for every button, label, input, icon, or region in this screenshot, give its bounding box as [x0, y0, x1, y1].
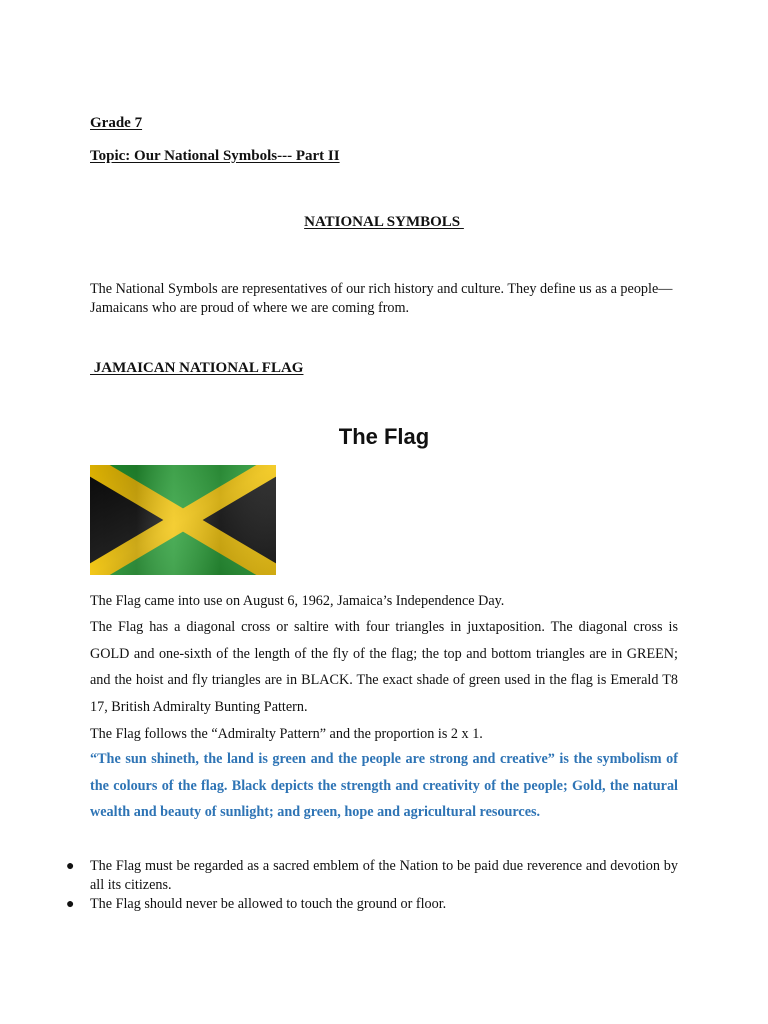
- flag-paragraph-description: The Flag has a diagonal cross or saltire with four triangles in juxtaposition. The diagonal cross is GOLD and one-sixth of the length of the fly of the flag; the top and bottom triangles are in GREEN; and the hoist and fly triangles are in BLACK. The exact shade of green used in the flag is Emerald T8 17, British Admiralty Bunting Pattern.: [90, 619, 678, 716]
- flag-title: The Flag: [338, 424, 430, 449]
- jamaican-flag-image: [90, 465, 276, 575]
- list-item-text: The Flag must be regarded as a sacred emblem of the Nation to be paid due reverence and devotion by all its citizens.: [90, 858, 678, 893]
- bullet-icon: ●: [66, 897, 75, 912]
- grade-label: Grade 7: [90, 115, 143, 131]
- flag-section-heading: JAMAICAN NATIONAL FLAG: [90, 360, 304, 376]
- flag-rules-list: [66, 857, 678, 914]
- topic-label: Topic: Our National Symbols--- Part II: [90, 148, 340, 164]
- list-item-text: The Flag should never be allowed to touch the ground or floor.: [90, 896, 447, 912]
- flag-symbolism-paragraph: “The sun shineth, the land is green and the people are strong and creative” is the symbolism of the colours of the flag. Black depicts the strength and creativity of the people; Gold, the natural wealth and beauty of sunlight; and green, hope and agricultural resources.: [90, 751, 678, 821]
- intro-paragraph: The National Symbols are representatives of our rich history and culture. They define us as a people—Jamaicans who are proud of where we are coming from.: [90, 281, 673, 316]
- flag-paragraph-intro: The Flag came into use on August 6, 1962, Jamaica’s Independence Day.: [90, 593, 505, 609]
- section-heading: NATIONAL SYMBOLS: [304, 214, 464, 230]
- list-item: [66, 857, 678, 895]
- bullet-icon: ●: [66, 859, 75, 874]
- list-item: [66, 895, 678, 914]
- flag-paragraph-proportion: The Flag follows the “Admiralty Pattern” and the proportion is 2 x 1.: [90, 726, 483, 742]
